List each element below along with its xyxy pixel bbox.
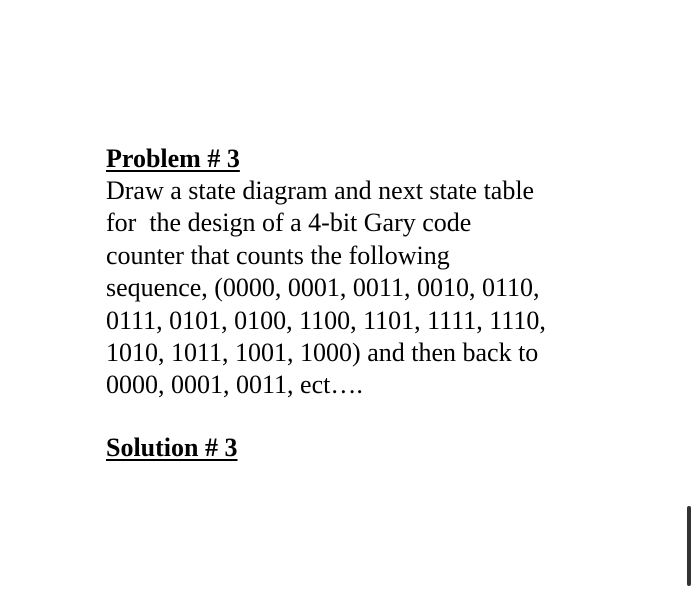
problem-text-line: counter that counts the following: [106, 240, 450, 270]
problem-text-line: sequence, (0000, 0001, 0011, 0010, 0110,: [106, 273, 540, 303]
problem-text-line: 1010, 1011, 1001, 1000) and then back to: [106, 338, 539, 368]
problem-text-line: Draw a state diagram and next state table: [106, 176, 535, 205]
problem-text-line: 0111, 0101, 0100, 1100, 1101, 1111, 1110,: [106, 305, 546, 335]
scrollbar[interactable]: [687, 506, 691, 586]
solution-heading: Solution # 3: [106, 432, 238, 462]
problem-text-line: 0000, 0001, 0011, ect….: [106, 370, 363, 400]
document-body: [106, 143, 666, 464]
problem-heading: Problem # 3: [106, 144, 240, 173]
problem-text-line: for the design of a 4-bit Gary code: [106, 208, 472, 238]
